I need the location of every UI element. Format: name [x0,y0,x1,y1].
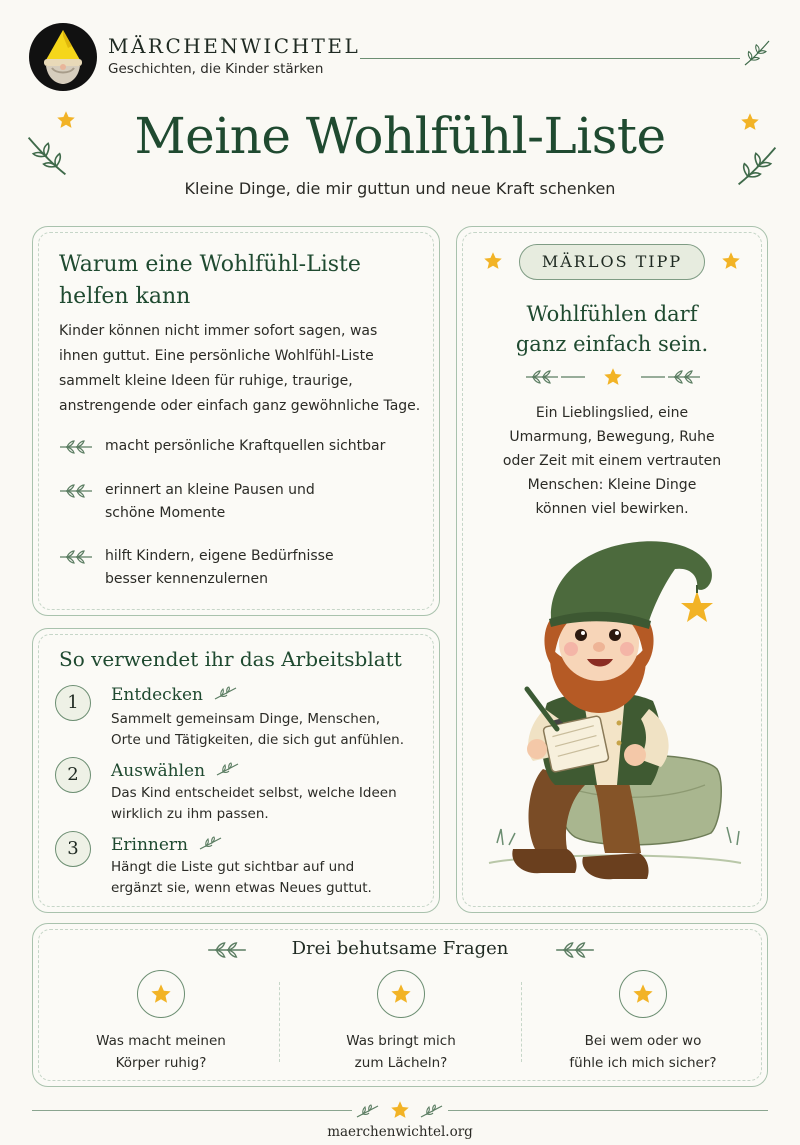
step-description [111,709,404,751]
bullet-text: besser kennenzulernen [105,571,268,587]
tip-text-line: Ein Lieblingslied, eine [535,405,689,421]
step-number: 2 [55,757,91,793]
why-heading-line: helfen kann [59,284,191,309]
questions-heading: Drei behutsame Fragen [291,938,509,959]
questions-card [32,923,768,1087]
step-desc-line: ergänzt sie, wenn etwas Neues guttut. [111,880,372,896]
question-text [523,1030,763,1074]
question-line: Was bringt mich [346,1033,456,1049]
tip-card [456,226,768,913]
question-item [523,970,763,1074]
step-desc-line: Das Kind entscheidet selbst, welche Ideen [111,785,397,801]
sprig-icon [738,38,776,68]
question-item [281,970,521,1074]
question-line: Bei wem oder wo [584,1033,702,1049]
star-icon [632,983,654,1005]
question-line: Was macht meinen [96,1033,226,1049]
star-icon [483,251,503,271]
why-bullet [59,479,315,525]
why-bullet [59,545,334,591]
why-heading-line: Warum eine Wohlfühl-Liste [59,252,361,277]
step-title [111,761,240,781]
tip-text [477,401,747,521]
footer-divider [448,1110,768,1111]
step-title [111,835,223,855]
question-line: zum Lächeln? [354,1055,448,1071]
why-text-line: Kinder können nicht immer sofort sagen, was [59,323,378,339]
step-title [111,685,238,705]
how-card [32,628,440,913]
leaf-bullet-icon [59,483,93,499]
step-title-text: Erinnern [111,835,189,855]
brand-logo-icon [28,22,98,92]
bullet-text: erinnert an kleine Pausen und [105,482,315,498]
why-heading [59,249,361,313]
step-desc-line: Hängt die Liste gut sichtbar auf und [111,859,355,875]
page-title: Meine Wohlfühl-Liste [134,107,666,165]
twig-icon [216,762,240,776]
step-number: 1 [55,685,91,721]
star-icon [150,983,172,1005]
why-card [32,226,440,616]
twig-icon [199,836,223,850]
step-desc-line: wirklich zu ihm passen. [111,806,269,822]
twig-icon [214,686,238,700]
why-text-line: ihnen guttut. Eine persönliche Wohlfühl-Liste [59,348,374,364]
step-desc-line: Sammelt gemeinsam Dinge, Menschen, [111,711,381,727]
step-description [111,783,397,825]
footer-ornament-icon [352,1100,448,1120]
why-text-line: sammelt kleine Ideen für ruhige, traurige, [59,373,353,389]
question-star-badge [137,970,185,1018]
footer-divider [32,1110,352,1111]
gnome-illustration [479,523,749,903]
brand-name: MÄRCHENWICHTEL [108,34,361,58]
question-star-badge [619,970,667,1018]
why-text [59,319,420,419]
tip-text-line: Umarmung, Bewegung, Ruhe [509,429,715,445]
bullet-text: schöne Momente [105,505,226,521]
tip-text-line: können viel bewirken. [535,501,689,517]
leaf-bullet-icon [59,549,93,565]
question-line: Körper ruhig? [115,1055,207,1071]
step-title-text: Auswählen [111,761,206,781]
how-heading: So verwendet ihr das Arbeitsblatt [59,647,402,671]
tip-heading-line: ganz einfach sein. [515,332,709,356]
tip-heading-line: Wohlfühlen darf [526,302,698,326]
leaf-bullet-icon [59,439,93,455]
tip-heading [457,299,767,359]
question-text [281,1030,521,1074]
footer-link[interactable]: maerchenwichtel.org [327,1124,473,1140]
step-title-text: Entdecken [111,685,203,705]
page-subtitle: Kleine Dinge, die mir guttun und neue Kraft schenken [184,179,616,198]
step-number: 3 [55,831,91,867]
question-divider [279,982,280,1062]
tip-text-line: Menschen: Kleine Dinge [527,477,697,493]
step-desc-line: Orte und Tätigkeiten, die sich gut anfühlen. [111,732,405,748]
why-text-line: anstrengende oder einfach ganz gewöhnliche Tage. [59,398,421,414]
why-bullet [59,435,385,458]
star-icon [390,983,412,1005]
question-line: fühle ich mich sicher? [569,1055,717,1071]
ornament-divider-icon [525,367,701,387]
tip-text-line: oder Zeit mit einem vertrauten [502,453,722,469]
question-star-badge [377,970,425,1018]
bullet-text: hilft Kindern, eigene Bedürfnisse [105,548,334,564]
brand-tagline: Geschichten, die Kinder stärken [108,61,324,77]
star-icon [721,251,741,271]
step-description [111,857,372,899]
header-divider [360,58,740,59]
question-item [41,970,281,1074]
question-text [41,1030,281,1074]
tip-badge: MÄRLOS TIPP [519,244,705,280]
question-divider [521,982,522,1062]
bullet-text: macht persönliche Kraftquellen sichtbar [105,438,386,454]
